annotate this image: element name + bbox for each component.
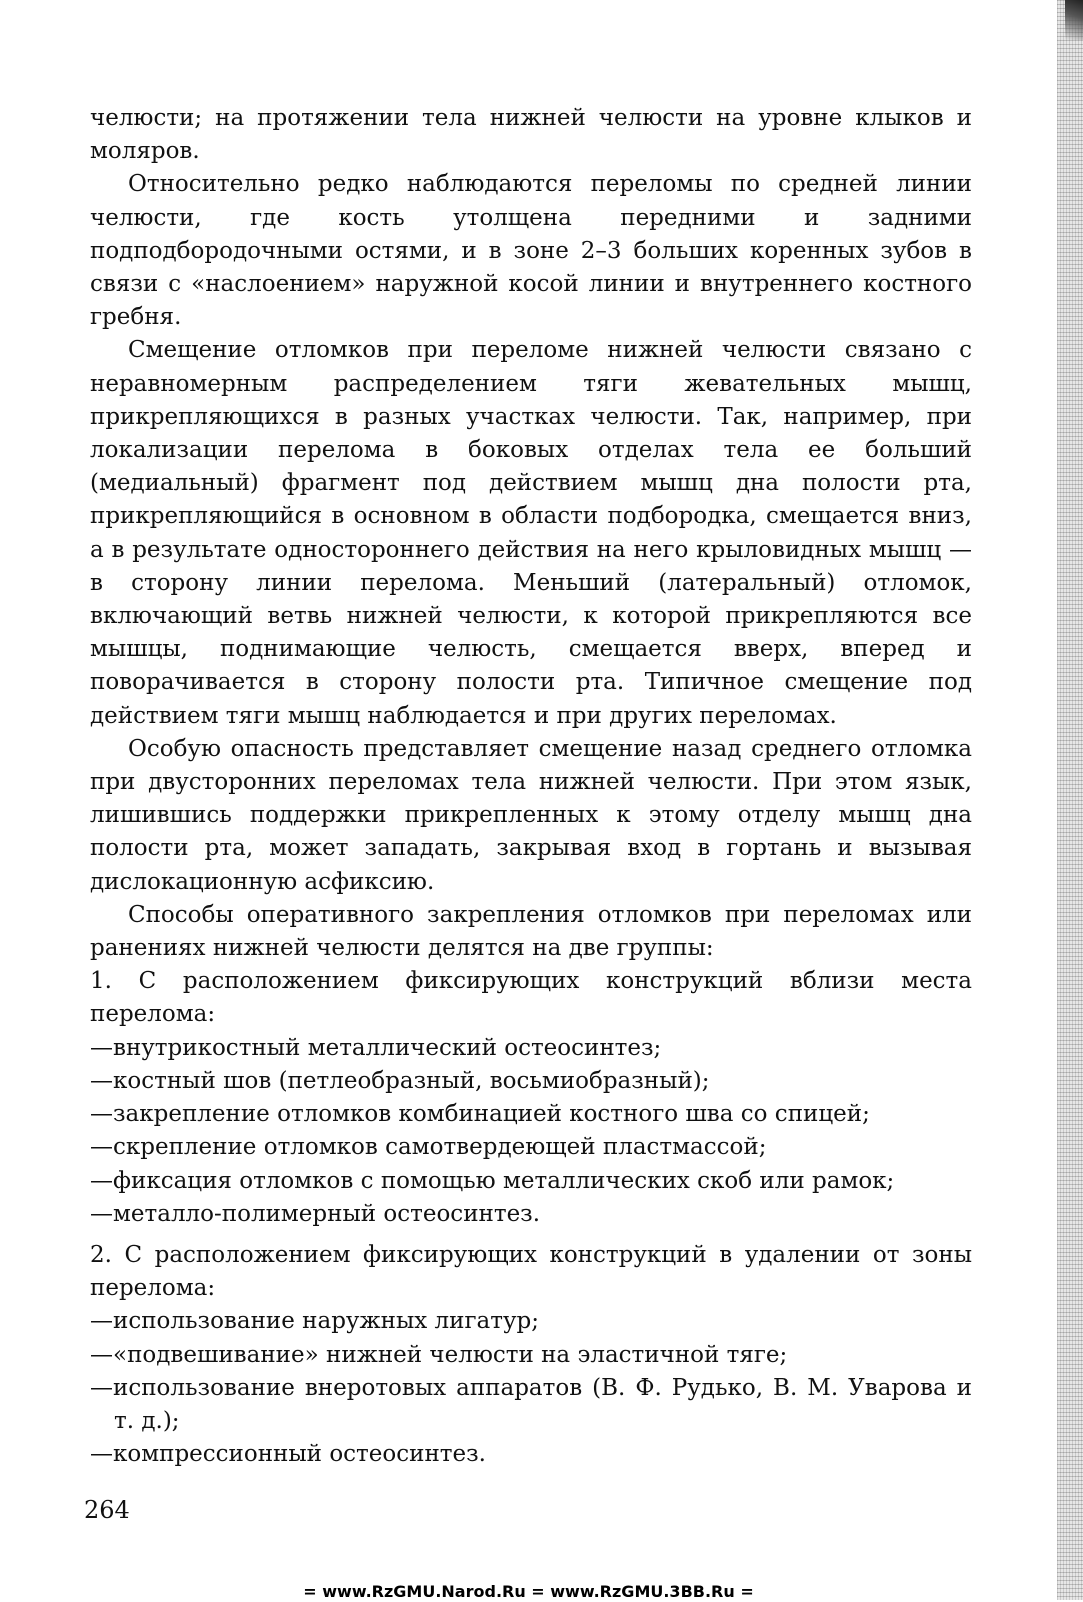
paragraph: Особую опасность представляет смещение назад среднего отломка при двусторонних переломах тела нижней челюсти. При этом язык, лишившись поддержки прикрепленных к этому отделу мышц дна полости рта, может западать, закрывая вход в гортань и вызывая дислокационную асфиксию.	[90, 735, 972, 895]
paragraph: Смещение отломков при переломе нижней челюсти связано с неравномерным распределением тяги жевательных мышц, прикрепляющихся в разных участках челюсти. Так, например, при локализации перелома в боковых отделах тела ее больший (медиальный) фрагмент под действием мышц дна полости рта, прикрепляющийся в основном в области подбородка, смещается вниз, а в результате одностороннего действия на него крыловидных мышц — в сторону линии перелома. Меньший (латеральный) отломок, включающий ветвь нижней челюсти, к которой прикрепляются все мышцы, поднимающие челюсть, смещается вверх, вперед и поворачивается в сторону полости рта. Типичное смещение под действием тяги мышц наблюдается и при других переломах.	[90, 337, 972, 729]
list-item: —«подвешивание» нижней челюсти на эластичной тяге;	[90, 1341, 788, 1368]
paragraph: челюсти; на протяжении тела нижней челюсти на уровне клыков и моляров.	[90, 105, 972, 165]
list-item: —костный шов (петлеобразный, восьмиобразный);	[90, 1067, 710, 1094]
page-text	[90, 102, 972, 1471]
footer-watermark: = www.RzGMU.Narod.Ru = www.RzGMU.3BB.Ru =	[303, 1582, 754, 1601]
page-number: 264	[84, 1496, 130, 1524]
list-heading-group-2: 2. С расположением фиксирующих конструкций в удалении от зоны перелома:	[90, 1241, 972, 1302]
list-item: —использование внеротовых аппаратов (В. Ф. Рудько, В. М. Уварова и т. д.);	[90, 1374, 972, 1434]
scan-edge	[1057, 0, 1083, 1600]
list-item: —компрессионный остеосинтез.	[90, 1441, 486, 1468]
list-item: —металло-полимерный остеосинтез.	[90, 1200, 541, 1227]
paragraph: Способы оперативного закрепления отломков при переломах или ранениях нижней челюсти делятся на две группы:	[90, 901, 972, 962]
list-item: —скрепление отломков самотвердеющей пластмассой;	[90, 1134, 767, 1161]
list-heading-group-1: 1. С расположением фиксирующих конструкций вблизи места перелома:	[90, 968, 972, 1028]
paragraph: Относительно редко наблюдаются переломы по средней линии челюсти, где кость утолщена передними и задними подподбородочными остями, и в зоне 2–3 больших коренных зубов в связи с «наслоением» наружной косой линии и внутреннего костного гребня.	[90, 171, 972, 331]
list-item: —использование наружных лигатур;	[90, 1308, 539, 1335]
list-item: —фиксация отломков с помощью металлических скоб или рамок;	[90, 1167, 895, 1194]
list-item: —закрепление отломков комбинацией костного шва со спицей;	[90, 1101, 870, 1128]
list-item: —внутрикостный металлический остеосинтез;	[90, 1034, 662, 1061]
